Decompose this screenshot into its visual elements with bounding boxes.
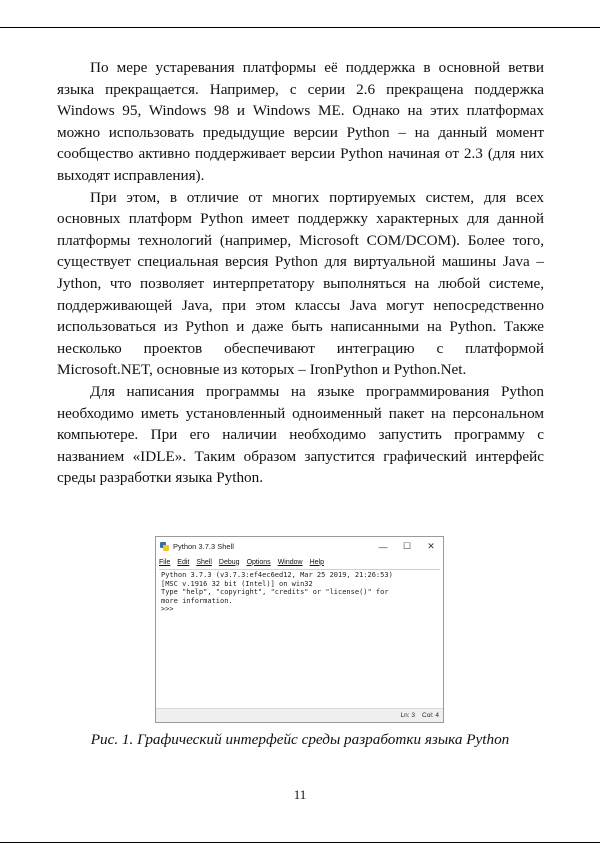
menu-window[interactable]: Window [277,558,303,566]
menu-debug[interactable]: Debug [218,558,240,566]
minimize-icon[interactable]: — [378,541,388,552]
maximize-icon[interactable]: ☐ [402,541,412,551]
window-controls [371,537,443,556]
window-title: Python 3.7.3 Shell [173,542,234,551]
shell-line: more information. [161,596,233,605]
menu-shell[interactable]: Shell [196,558,212,566]
idle-shell-screenshot [155,536,444,723]
python-icon [160,542,169,551]
paragraph: При этом, в отличие от многих портируемых систем, для всех основных платформ Python имеет поддержку характерных для данной платформы технологий (например, Microsoft COM/DCOM). Более того, существует специальная версия Python для виртуальной машины Java – Jython, что позволяет интерпретатору выполняться на любой системе, поддерживающей Java, при этом классы Java могут непосредственно использоваться из Python и даже быть написанными на Python. Также несколько проектов обеспечивают интеграцию с платформой Microsoft.NET, основные из которых – IronPython и Python.Net. [57,188,544,379]
menu-options[interactable]: Options [246,558,271,566]
close-icon[interactable]: ✕ [427,541,435,551]
paragraph: По мере устаревания платформы её поддержка в основной ветви языка прекращается. Например, с серии 2.6 прекращена поддержка Windows 95, Windows 98 и Windows ME. Однако на этих платформах можно использовать предыдущие версии Python – на данный момент сообщество активно поддерживает версии Python начиная от 2.3 (для них выходят исправления). [57,59,544,184]
shell-line: Type "help", "copyright", "credits" or "license()" for [161,588,389,597]
page-number: 11 [293,787,307,802]
bottom-rule [0,842,600,843]
status-bar [156,708,443,722]
menu-bar [156,556,443,568]
menu-edit[interactable]: Edit [177,558,190,566]
shell-prompt: >>> [161,605,174,614]
shell-line: Python 3.7.3 (v3.7.3:ef4ec6ed12, Mar 25 2019, 21:26:53) [161,571,393,579]
shell-output[interactable] [159,569,440,706]
top-rule [0,27,600,28]
body-text [57,57,544,489]
window-titlebar [156,537,443,556]
figure-caption: Рис. 1. Графический интерфейс среды разработки языка Python [90,731,510,748]
menu-file[interactable]: File [159,558,171,566]
paragraph: Для написания программы на языке программирования Python необходимо иметь установленный одноименный пакет на персональном компьютере. При его наличии необходимо запустить программу с названием «IDLE». Таким образом запустится графический интерфейс среды разработки языка Python. [57,382,544,487]
status-line: Ln: 3 [400,712,416,719]
status-col: Col: 4 [422,712,439,719]
shell-line: [MSC v.1916 32 bit (Intel)] on win32 [161,579,313,588]
menu-help[interactable]: Help [309,558,324,566]
